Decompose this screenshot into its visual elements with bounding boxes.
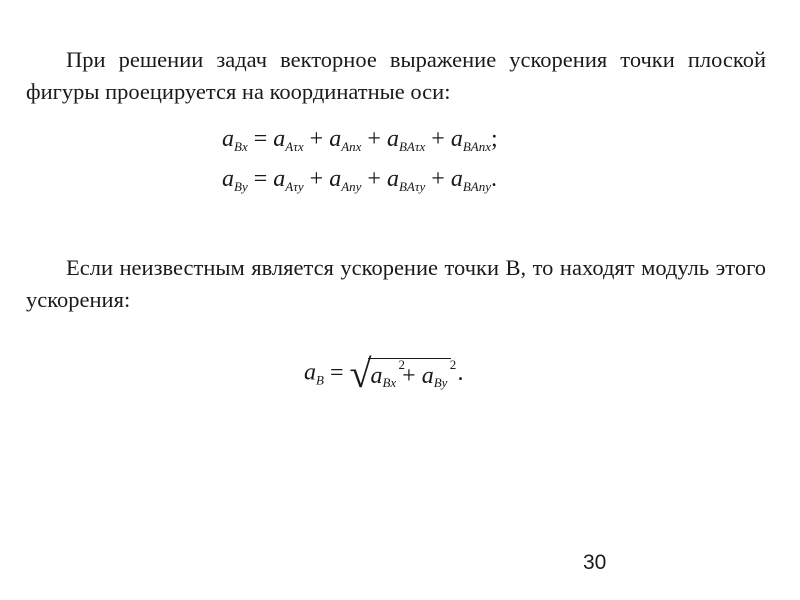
square-root: √a 2 $_{Bx}$ + a 2 $_{By}$: [349, 351, 457, 396]
page-number: 30: [583, 551, 607, 574]
modulus-text: Если неизвестным является ускорение точки B, то находят модуль этого ускорения:: [26, 255, 766, 312]
modulus-paragraph: [26, 252, 766, 316]
intro-text: При решении задач векторное выражение ускорения точки плоской фигуры проецируется на координатные оси:: [26, 47, 766, 104]
equation-acceleration-x: $a_{Bx} = a_{A\tau x} + a_{Anx} + a_{BA\tau x} + a_{BAnx}$;: [222, 126, 498, 154]
equation-acceleration-modulus: $a_B = √a$ 2 $_{Bx}$ + a 2 $_{By}$ .: [304, 351, 464, 396]
equation-acceleration-y: $a_{By} = a_{A\tau y} + a_{Any} + a_{BA\tau y} + a_{BAny}$.: [222, 166, 497, 194]
intro-paragraph: [26, 44, 766, 108]
sqrt-icon: √: [349, 351, 372, 396]
